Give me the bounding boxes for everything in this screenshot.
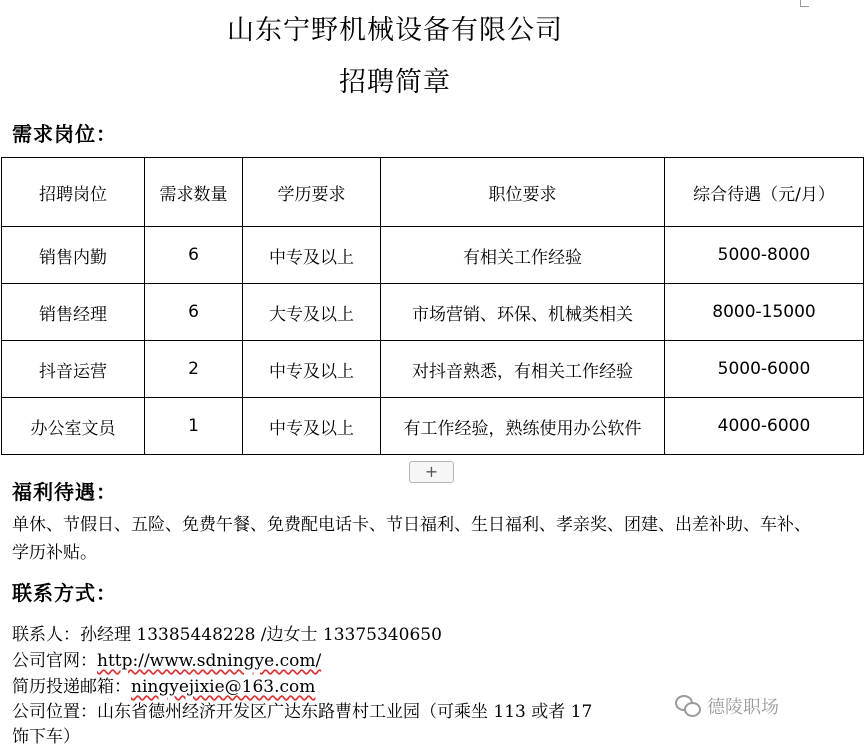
- cell-education: 中专及以上: [243, 227, 381, 284]
- cell-requirements: 对抖音熟悉，有相关工作经验: [381, 341, 665, 398]
- cell-position: 抖音运营: [2, 341, 145, 398]
- header-salary: 综合待遇（元/月）: [665, 158, 864, 227]
- table-header-row: [2, 158, 864, 227]
- cell-requirements: 有工作经验，熟练使用办公软件: [381, 398, 665, 455]
- chat-bubbles-icon: [675, 695, 701, 717]
- cell-requirements: 有相关工作经验: [381, 227, 665, 284]
- cell-salary: 5000-6000: [665, 341, 864, 398]
- website-line: [12, 646, 321, 671]
- table-row: [2, 284, 864, 341]
- website-label: 公司官网：: [12, 651, 97, 671]
- benefits-heading: 福利待遇：: [12, 480, 117, 504]
- cell-quantity: 6: [145, 284, 243, 341]
- cell-salary: 8000-15000: [665, 284, 864, 341]
- email-label: 简历投递邮箱：: [12, 677, 131, 697]
- address-line-1: 公司位置：山东省德州经济开发区广达东路曹村工业园（可乘坐 113 或者 17: [12, 702, 593, 722]
- table-row: [2, 227, 864, 284]
- cell-requirements: 市场营销、环保、机械类相关: [381, 284, 665, 341]
- watermark: [675, 693, 779, 719]
- positions-heading: 需求岗位：: [12, 122, 117, 146]
- header-education: 学历要求: [243, 158, 381, 227]
- contact-heading: 联系方式：: [12, 581, 117, 605]
- email-line: [12, 672, 315, 697]
- document-title: 招聘简章: [339, 67, 451, 98]
- cell-quantity: 6: [145, 227, 243, 284]
- header-position: 招聘岗位: [2, 158, 145, 227]
- email-link[interactable]: ningyejixie@163.com: [131, 677, 316, 697]
- cell-quantity: 1: [145, 398, 243, 455]
- positions-table: [1, 157, 864, 455]
- cell-salary: 4000-6000: [665, 398, 864, 455]
- cell-education: 中专及以上: [243, 398, 381, 455]
- cell-position: 销售内勤: [2, 227, 145, 284]
- benefits-text: 单休、节假日、五险、免费午餐、免费配电话卡、节日福利、生日福利、孝亲奖、团建、出差补助、车补、学历补贴。: [12, 515, 811, 563]
- page-corner-mark: [800, 0, 809, 7]
- cell-education: 大专及以上: [243, 284, 381, 341]
- cell-position: 销售经理: [2, 284, 145, 341]
- table-row: [2, 341, 864, 398]
- website-link[interactable]: http://www.sdningye.com/: [97, 651, 322, 671]
- cell-salary: 5000-8000: [665, 227, 864, 284]
- watermark-text: 德陵职场: [707, 697, 779, 718]
- add-row-button[interactable]: +: [409, 461, 454, 483]
- table-row: [2, 398, 864, 455]
- header-quantity: 需求数量: [145, 158, 243, 227]
- cell-education: 中专及以上: [243, 341, 381, 398]
- cell-position: 办公室文员: [2, 398, 145, 455]
- cell-quantity: 2: [145, 341, 243, 398]
- header-requirements: 职位要求: [381, 158, 665, 227]
- company-name: 山东宁野机械设备有限公司: [227, 15, 563, 46]
- address-line-2: 饰下车）: [12, 727, 80, 747]
- contact-person: 联系人：孙经理 13385448228 /边女士 13375340650: [12, 625, 442, 645]
